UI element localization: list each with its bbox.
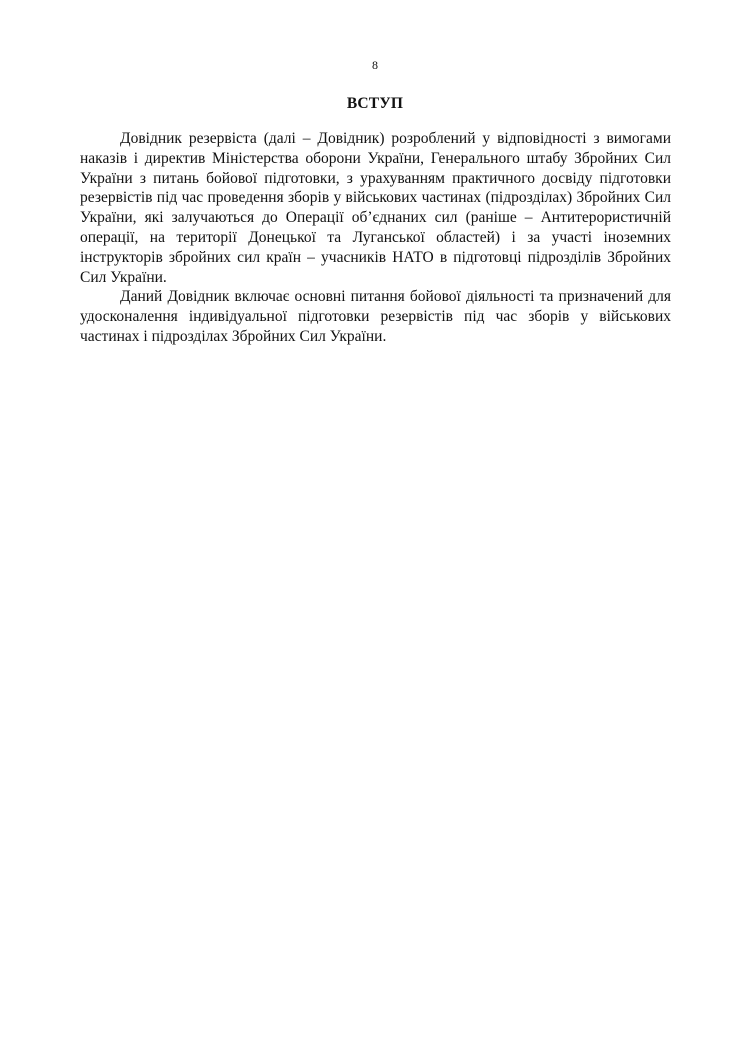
body-text (80, 129, 671, 347)
paragraph: Даний Довідник включає основні питання бойової діяльності та призначений для удосконалення індивідуальної підготовки резервістів під час зборів у військових частинах і підрозділах Збройних Сил України. (80, 288, 671, 345)
section-heading: ВСТУП (346, 95, 404, 112)
page-number: 8 (372, 58, 378, 72)
paragraph: Довідник резервіста (далі – Довідник) розроблений у відповідності з вимогами наказів і директив Міністерства оборони України, Генерального штабу Збройних Сил України з питань бойової підготовки, з урахуванням практичного досвіду підготовки резервістів під час проведення зборів у військових частинах (підрозділах) Збройних Сил України, які залучаються до Операції об’єднаних сил (раніше – Антитерористичній операції, на території Донецької та Луганської областей) і за участі іноземних інструкторів збройних сил країн – учасників НАТО в підготовці підрозділів Збройних Сил України. (80, 130, 671, 286)
